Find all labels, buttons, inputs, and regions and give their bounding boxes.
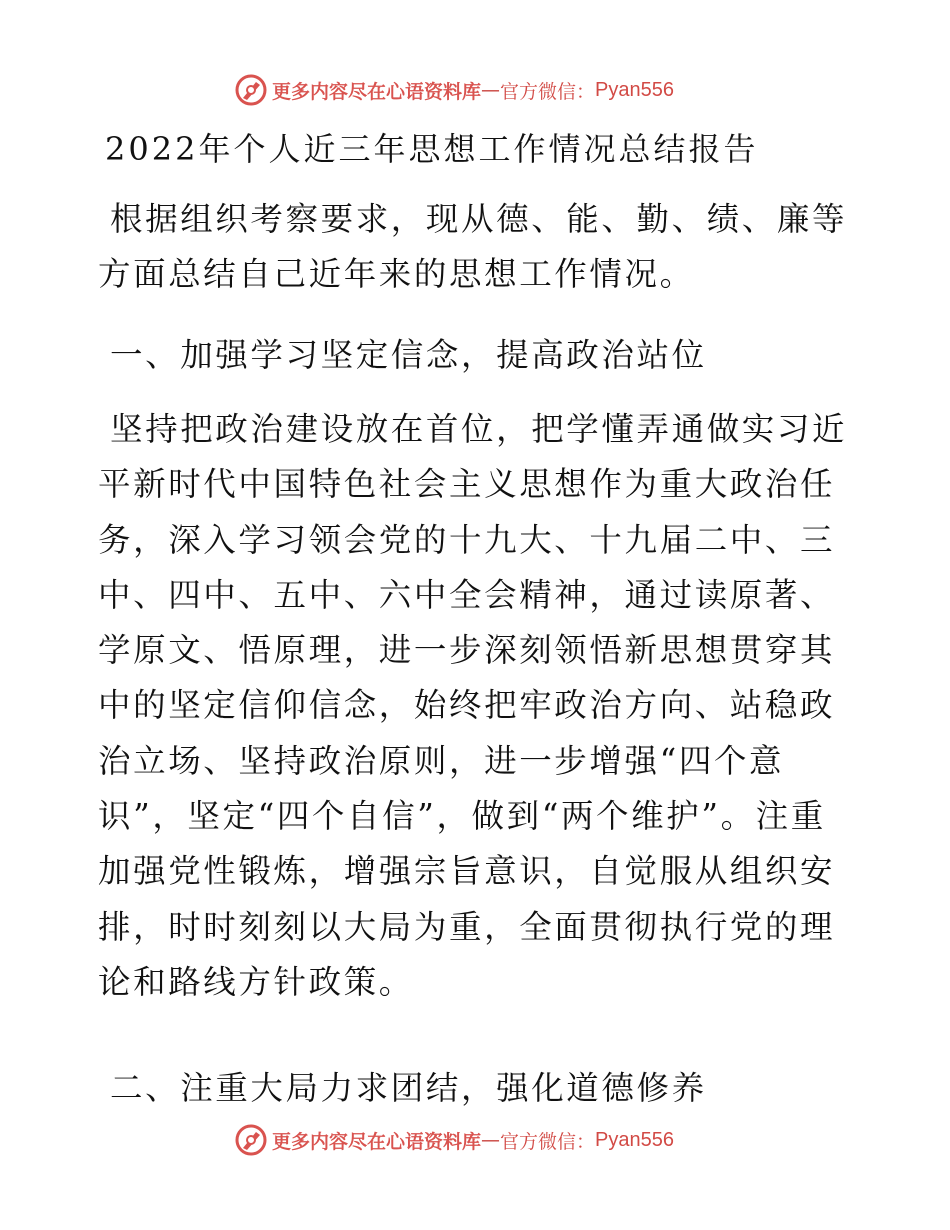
watermark-dash: — xyxy=(481,79,501,101)
section-heading-1: 一、加强学习坚定信念，提高政治站位 xyxy=(110,336,707,374)
logo-icon xyxy=(234,73,268,107)
watermark-text: 更多内容尽在心语资料库 xyxy=(272,1130,482,1153)
section-body-1: 坚持把政治建设放在首位，把学懂弄通做实习近平新时代中国特色社会主义思想作为重大政治任务，深入学习领会党的十九大、十九届二中、三中、四中、五中、六中全会精神，通过读原著、学原文、悟原理，进一步深刻领悟新思想贯穿其中的坚定信仰信念，始终把牢政治方向、站稳政治立场、坚持政治原则，进一步增强“四个意识”，坚定“四个自信”，做到“两个维护”。注重加强党性锻炼，增强宗旨意识，自觉服从组织安排，时时刻刻以大局为重，全面贯彻执行党的理论和路线方针政策。 xyxy=(98,410,848,1001)
intro-paragraph: 根据组织考察要求，现从德、能、勤、绩、廉等方面总结自己近年来的思想工作情况。 xyxy=(98,200,848,294)
watermark-wechat-id: Pyan556 xyxy=(595,1128,674,1151)
section-heading-2: 二、注重大局力求团结，强化道德修养 xyxy=(110,1069,707,1107)
watermark-wechat-id: Pyan556 xyxy=(595,78,674,101)
watermark-dash: — xyxy=(481,1129,501,1151)
watermark-wechat-label: 官方微信： xyxy=(500,80,596,103)
document-title: 2022年个人近三年思想工作情况总结报告 xyxy=(105,130,759,168)
logo-icon xyxy=(234,1123,268,1157)
header-watermark xyxy=(234,72,674,108)
footer-watermark xyxy=(234,1122,674,1158)
watermark-text: 更多内容尽在心语资料库 xyxy=(272,80,482,103)
watermark-wechat-label: 官方微信： xyxy=(500,1130,596,1153)
